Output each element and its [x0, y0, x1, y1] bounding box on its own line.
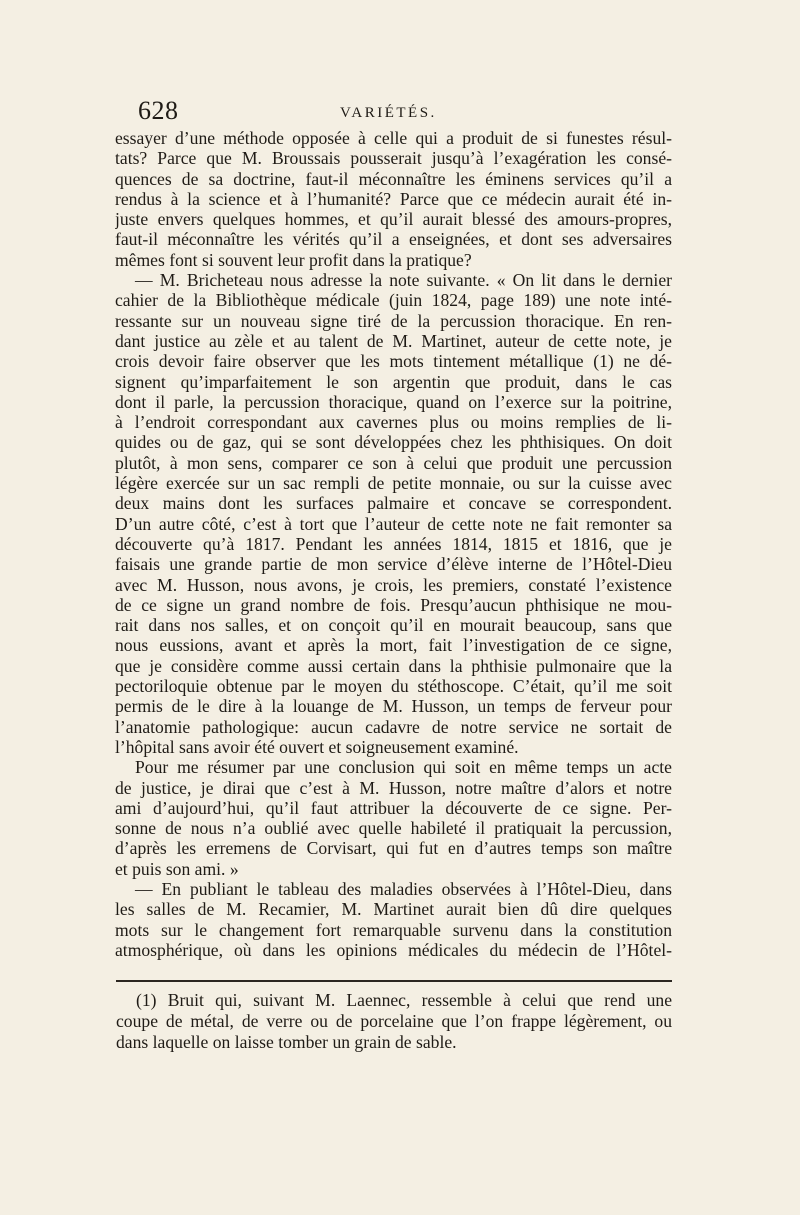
text-line: faisais une grande partie de mon service d’élève interne de l’Hôtel-Dieu [115, 554, 672, 575]
footnote-divider [116, 980, 672, 982]
footnote [116, 990, 672, 1053]
text-line: faut-il méconnaître les vérités qu’il a enseignées, et dont ses adversaires [115, 229, 672, 250]
text-line: D’un autre côté, c’est à tort que l’auteur de cette note ne fait remonter sa [115, 513, 672, 534]
text-line: tats? Parce que M. Broussais pousserait jusqu’à l’exagération les consé- [115, 148, 672, 169]
text-line: à l’endroit correspondant aux cavernes plus ou moins remplies de li- [115, 412, 672, 433]
text-line: mots sur le changement fort remarquable survenu dans la constitution [115, 919, 672, 940]
text-line: quides ou de gaz, qui se sont développées chez les phthisiques. On doit [115, 432, 672, 453]
text-line: ressante sur un nouveau signe tiré de la percussion thoracique. En ren- [115, 310, 672, 331]
text-line: de ce signe un grand nombre de fois. Presqu’aucun phthisique ne mou- [115, 594, 672, 615]
text-line: essayer d’une méthode opposée à celle qui a produit de si funestes résul- [115, 128, 672, 148]
text-line: que je considère comme aussi certain dans la phthisie pulmonaire que la [115, 655, 672, 676]
text-line: et puis son ami. » [115, 858, 239, 879]
text-line: — En publiant le tableau des maladies observées à l’Hôtel-Dieu, dans [135, 878, 672, 899]
running-head: VARIÉTÉS. [340, 105, 437, 121]
text-line: signent qu’imparfaitement le son argentin que produit, dans le cas [115, 371, 672, 392]
text-line: rendus à la science et à l’humanité? Parce que ce médecin aurait été in- [115, 188, 672, 209]
text-line: atmosphérique, où dans les opinions médicales du médecin de l’Hôtel- [115, 939, 672, 960]
text-line: de justice, je dirai que c’est à M. Husson, notre maître d’alors et notre [115, 777, 672, 798]
text-line: les salles de M. Recamier, M. Martinet aurait bien dû dire quelques [115, 899, 672, 920]
text-line: dant justice au zèle et au talent de M. Martinet, auteur de cette note, je [115, 330, 672, 351]
text-line: rait dans nos salles, et on conçoit qu’il en mourait beaucoup, sans que [115, 615, 672, 636]
text-line: avec M. Husson, nous avons, je crois, les premiers, constaté l’existence [115, 574, 672, 595]
page-header [138, 96, 672, 126]
text-line: deux mains dont les surfaces palmaire et concave se correspondent. [115, 493, 672, 514]
text-line: — M. Bricheteau nous adresse la note suivante. « On lit dans le dernier [135, 270, 672, 291]
text-line: pectoriloquie obtenue par le moyen du stéthoscope. C’était, qu’il me soit [115, 676, 672, 697]
text-line: Pour me résumer par une conclusion qui soit en même temps un acte [135, 757, 672, 778]
text-line: sonne de nous n’a oublié avec quelle habileté il pratiquait la percussion, [115, 818, 672, 839]
text-line: l’hôpital sans avoir été ouvert et soigneusement examiné. [115, 736, 519, 757]
text-line: nous eussions, avant et après la mort, fait l’investigation de ce signe, [115, 635, 672, 656]
text-line: quences de sa doctrine, faut-il méconnaître les éminens services qu’il a [115, 168, 672, 189]
footnote-line: (1) Bruit qui, suivant M. Laennec, ressemble à celui que rend une [136, 990, 672, 1010]
text-line: ami d’aujourd’hui, qu’il faut attribuer la découverte de ce signe. Per- [115, 797, 672, 818]
text-line: permis de le dire à la louange de M. Husson, un temps de ferveur pour [115, 696, 672, 717]
text-line: découverte qu’à 1817. Pendant les années 1814, 1815 et 1816, que je [115, 533, 672, 554]
body-text [115, 128, 672, 960]
text-line: légère exercée sur un sac rempli de petite monnaie, ou sur la cuisse avec [115, 473, 672, 494]
text-line: d’après les erremens de Corvisart, qui fut en d’autres temps son maître [115, 838, 672, 859]
text-line: plutôt, à mon sens, comparer ce son à celui que produit une percussion [115, 452, 672, 473]
text-line: crois devoir faire observer que les mots tintement métallique (1) ne dé- [115, 351, 672, 372]
text-line: cahier de la Bibliothèque médicale (juin 1824, page 189) une note inté- [115, 290, 672, 311]
text-line: mêmes font si souvent leur profit dans la pratique? [115, 249, 472, 270]
footnote-line: dans laquelle on laisse tomber un grain de sable. [116, 1032, 457, 1052]
footnote-line: coupe de métal, de verre ou de porcelaine que l’on frappe légèrement, ou [116, 1011, 672, 1031]
text-line: dont il parle, la percussion thoracique, quand on l’exerce sur la poitrine, [115, 391, 672, 412]
text-line: l’anatomie pathologique: aucun cadavre de notre service ne sortait de [115, 716, 672, 737]
page-number: 628 [138, 96, 179, 125]
text-line: juste envers quelques hommes, et qu’il aurait blessé des amours-propres, [115, 209, 672, 230]
